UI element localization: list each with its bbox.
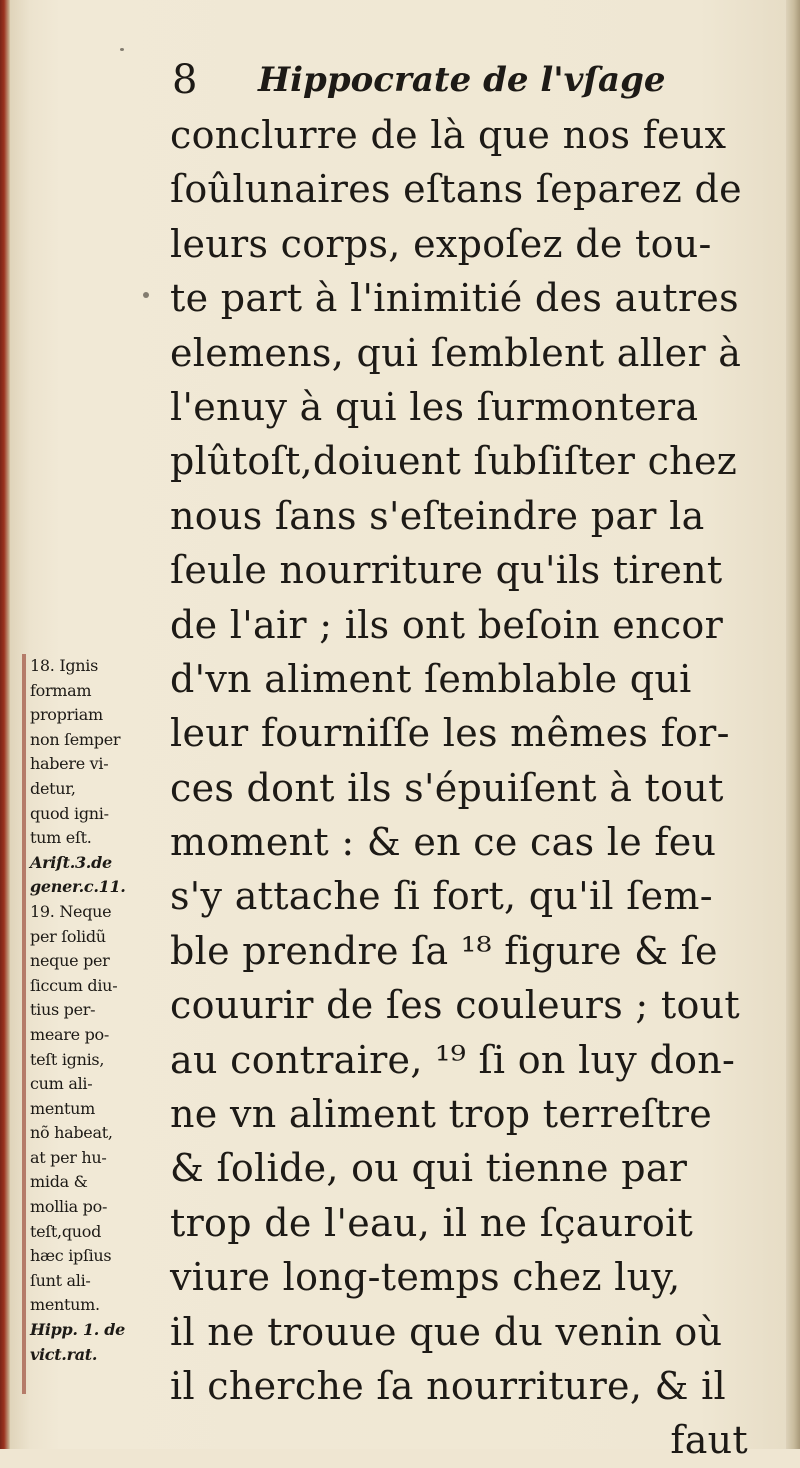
note-line: tum eſt.	[30, 828, 92, 848]
note-line: nõ habeat,	[30, 1123, 113, 1143]
text-line: couurir de ſes couleurs ; tout	[170, 983, 740, 1028]
margin-notes	[30, 654, 150, 1367]
note-line-reference: Hipp. 1. de	[30, 1320, 126, 1340]
note-line: non ſemper	[30, 729, 121, 749]
page-header	[168, 52, 768, 112]
note-line: mentum.	[30, 1295, 100, 1315]
running-title: Hippocrate de l'vſage	[258, 60, 666, 100]
note-line: quod igni-	[30, 803, 109, 823]
note-line: propriam	[30, 705, 103, 725]
text-line: il cherche ſa nourriture, & il	[170, 1363, 726, 1408]
ink-speck	[120, 48, 124, 51]
note-line: cum ali-	[30, 1074, 93, 1094]
note-line: mentum	[30, 1098, 96, 1118]
note-line: ſunt ali-	[30, 1270, 91, 1290]
text-line: leurs corps, expoſez de tou-	[170, 221, 712, 266]
note-line: ſiccum diu-	[30, 975, 118, 995]
note-line: tius per-	[30, 1000, 96, 1020]
note-line: mollia po-	[30, 1197, 108, 1217]
note-line: at per hu-	[30, 1147, 107, 1167]
text-line: s'y attache ſi fort, qu'il ſem-	[170, 874, 713, 919]
text-line: ſoûlunaires eſtans ſeparez de	[170, 167, 742, 212]
page-number: 8	[172, 57, 198, 103]
note-line: habere vi-	[30, 754, 109, 774]
text-line: il ne trouue que du venin où	[170, 1309, 723, 1354]
note-line: 18. Ignis	[30, 656, 99, 675]
note-line: neque per	[30, 951, 110, 971]
text-line: plûtoſt,doiuent ſubſiſter chez	[170, 439, 738, 484]
text-line: conclurre de là que nos feux	[170, 113, 727, 157]
text-line: viure long-temps chez luy,	[170, 1255, 681, 1300]
note-line-reference: vict.rat.	[30, 1344, 98, 1364]
text-line: au contraire, ¹⁹ ſi on luy don-	[170, 1037, 736, 1082]
text-line: leur fourniſſe les mêmes for-	[170, 711, 730, 756]
note-line-reference: Ariſt.3.de	[30, 852, 112, 872]
note-line: mida &	[30, 1172, 88, 1192]
note-line: teſt,quod	[30, 1221, 102, 1241]
note-line: meare po-	[30, 1024, 109, 1044]
text-line: l'enuy à qui les ſurmontera	[170, 384, 699, 429]
text-line: nous ſans s'eſteindre par la	[170, 493, 705, 538]
text-line: d'vn aliment ſemblable qui	[170, 656, 692, 701]
text-line: ble prendre ſa ¹⁸ figure & ſe	[170, 928, 718, 973]
text-line: ces dont ils s'épuiſent à tout	[170, 765, 724, 810]
text-line: & ſolide, ou qui tienne par	[170, 1146, 688, 1191]
note-line: hæc ipſius	[30, 1246, 112, 1266]
body-text	[170, 108, 760, 1468]
ink-speck	[143, 292, 149, 298]
note-line: per ſolidũ	[30, 926, 106, 946]
text-line: de l'air ; ils ont beſoin encor	[170, 602, 724, 647]
note-line: formam	[30, 680, 92, 700]
catchword: faut	[670, 1418, 748, 1463]
note-line: detur,	[30, 778, 76, 798]
text-line: elemens, qui ſemblent aller à	[170, 330, 742, 375]
note-line: 19. Neque	[30, 901, 112, 921]
text-line: ſeule nourriture qu'ils tirent	[170, 548, 723, 593]
margin-rule	[22, 654, 26, 1394]
note-line: teſt ignis,	[30, 1049, 105, 1069]
text-line: te part à l'inimitié des autres	[170, 276, 739, 321]
text-line: trop de l'eau, il ne ſçauroit	[170, 1200, 694, 1245]
binding-edge	[0, 0, 10, 1449]
text-line: moment : & en ce cas le feu	[170, 820, 717, 865]
page-edge	[786, 0, 800, 1449]
text-line: ne vn aliment trop terreſtre	[170, 1092, 713, 1137]
note-line-reference: gener.c.11.	[30, 877, 126, 897]
